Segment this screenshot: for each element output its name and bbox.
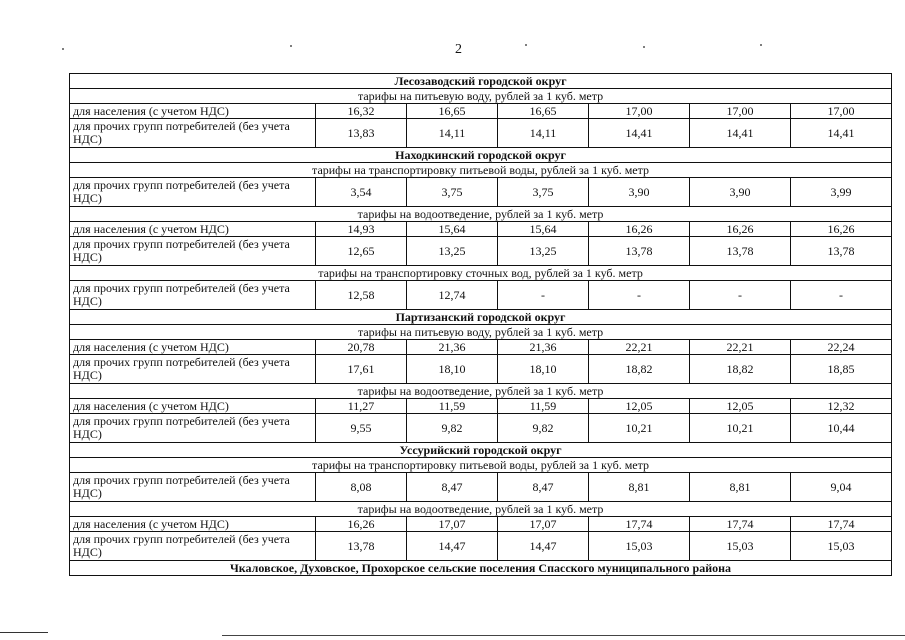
district-name: Лесозаводский городской округ [70, 74, 892, 89]
consumer-group-label: для населения (с учетом НДС) [70, 399, 316, 414]
table-row [70, 237, 892, 266]
tariff-value-cell: 15,03 [589, 532, 690, 561]
tariff-value-cell: 17,74 [791, 517, 892, 532]
tariff-value-cell: 11,27 [316, 399, 407, 414]
table-row [70, 414, 892, 443]
tariff-value-cell: 11,59 [498, 399, 589, 414]
tariff-value-cell: 17,07 [407, 517, 498, 532]
table-row [70, 178, 892, 207]
tariff-value-cell: 9,82 [407, 414, 498, 443]
tariff-type: тарифы на транспортировку питьевой воды, рублей за 1 куб. метр [70, 458, 892, 473]
tariff-value-cell: 14,93 [316, 222, 407, 237]
page-number: 2 [455, 42, 462, 57]
tariff-value-cell: 3,90 [589, 178, 690, 207]
tariff-value-cell: 16,26 [791, 222, 892, 237]
consumer-group-label: для прочих групп потребителей (без учета НДС) [70, 119, 316, 148]
tariff-type: тарифы на водоотведение, рублей за 1 куб. метр [70, 207, 892, 222]
table-row [70, 399, 892, 414]
tariff-value-cell: 14,41 [690, 119, 791, 148]
tariff-value-cell: 21,36 [498, 340, 589, 355]
tariff-value-cell: 12,05 [690, 399, 791, 414]
tariff-value-cell: 20,78 [316, 340, 407, 355]
table-row [70, 532, 892, 561]
tariff-value-cell: 13,78 [589, 237, 690, 266]
district-header-row [70, 310, 892, 325]
tariff-value-cell: 14,11 [498, 119, 589, 148]
tariff-value-cell: 16,65 [407, 104, 498, 119]
tariff-table-body [70, 74, 892, 576]
tariff-value-cell: - [498, 281, 589, 310]
tariff-value-cell: 9,55 [316, 414, 407, 443]
scan-edge-left [0, 632, 48, 633]
tariff-value-cell: 17,74 [690, 517, 791, 532]
tariff-value-cell: 12,58 [316, 281, 407, 310]
tariff-value-cell: 12,65 [316, 237, 407, 266]
tariff-value-cell: 17,61 [316, 355, 407, 384]
scan-speck [290, 45, 292, 47]
tariff-value-cell: 17,07 [498, 517, 589, 532]
tariff-value-cell: 17,00 [589, 104, 690, 119]
tariff-type: тарифы на питьевую воду, рублей за 1 куб. метр [70, 325, 892, 340]
tariff-value-cell: 16,26 [589, 222, 690, 237]
tariff-header-row [70, 89, 892, 104]
tariff-value-cell: 13,78 [316, 532, 407, 561]
table-row [70, 355, 892, 384]
tariff-value-cell: 18,82 [589, 355, 690, 384]
tariff-value-cell: 9,82 [498, 414, 589, 443]
tariff-header-row [70, 207, 892, 222]
table-row [70, 473, 892, 502]
tariff-value-cell: 16,26 [690, 222, 791, 237]
tariff-type: тарифы на транспортировку питьевой воды, рублей за 1 куб. метр [70, 163, 892, 178]
table-row [70, 517, 892, 532]
district-name: Чкаловское, Духовское, Прохорское сельские поселения Спасского муниципального района [70, 561, 892, 576]
table-row [70, 119, 892, 148]
tariff-value-cell: 12,32 [791, 399, 892, 414]
consumer-group-label: для прочих групп потребителей (без учета НДС) [70, 178, 316, 207]
district-name: Партизанский городской округ [70, 310, 892, 325]
table-row [70, 104, 892, 119]
table-row [70, 340, 892, 355]
tariff-header-row [70, 325, 892, 340]
district-name: Уссурийский городской округ [70, 443, 892, 458]
tariff-value-cell: 16,65 [498, 104, 589, 119]
tariff-value-cell: 15,64 [498, 222, 589, 237]
tariff-value-cell: 15,64 [407, 222, 498, 237]
tariff-value-cell: 11,59 [407, 399, 498, 414]
tariff-value-cell: 17,00 [690, 104, 791, 119]
tariff-value-cell: 14,41 [791, 119, 892, 148]
tariff-header-row [70, 384, 892, 399]
scan-speck [525, 44, 527, 46]
tariff-value-cell: 16,32 [316, 104, 407, 119]
tariff-value-cell: 8,81 [690, 473, 791, 502]
consumer-group-label: для населения (с учетом НДС) [70, 340, 316, 355]
tariff-value-cell: 18,10 [407, 355, 498, 384]
tariff-value-cell: 21,36 [407, 340, 498, 355]
scan-speck [760, 44, 762, 46]
scan-speck [643, 46, 645, 48]
tariff-value-cell: 13,78 [791, 237, 892, 266]
tariff-type: тарифы на водоотведение, рублей за 1 куб. метр [70, 384, 892, 399]
district-name: Находкинский городской округ [70, 148, 892, 163]
consumer-group-label: для прочих групп потребителей (без учета НДС) [70, 414, 316, 443]
tariff-value-cell: 3,90 [690, 178, 791, 207]
tariff-value-cell: - [791, 281, 892, 310]
consumer-group-label: для прочих групп потребителей (без учета НДС) [70, 281, 316, 310]
tariff-value-cell: 8,08 [316, 473, 407, 502]
consumer-group-label: для прочих групп потребителей (без учета НДС) [70, 532, 316, 561]
tariff-value-cell: 13,25 [498, 237, 589, 266]
tariff-value-cell: 10,21 [690, 414, 791, 443]
tariff-value-cell: 18,82 [690, 355, 791, 384]
tariff-value-cell: 14,41 [589, 119, 690, 148]
tariff-value-cell: 8,47 [498, 473, 589, 502]
tariff-value-cell: - [690, 281, 791, 310]
consumer-group-label: для прочих групп потребителей (без учета НДС) [70, 473, 316, 502]
tariff-value-cell: - [589, 281, 690, 310]
tariff-type: тарифы на питьевую воду, рублей за 1 куб. метр [70, 89, 892, 104]
district-header-row [70, 443, 892, 458]
tariff-value-cell: 15,03 [690, 532, 791, 561]
consumer-group-label: для прочих групп потребителей (без учета НДС) [70, 355, 316, 384]
tariff-value-cell: 13,25 [407, 237, 498, 266]
consumer-group-label: для населения (с учетом НДС) [70, 104, 316, 119]
tariff-value-cell: 3,54 [316, 178, 407, 207]
table-row [70, 281, 892, 310]
tariff-value-cell: 3,99 [791, 178, 892, 207]
tariff-value-cell: 9,04 [791, 473, 892, 502]
tariff-value-cell: 22,21 [589, 340, 690, 355]
tariff-value-cell: 14,47 [407, 532, 498, 561]
tariff-value-cell: 18,85 [791, 355, 892, 384]
tariff-value-cell: 13,83 [316, 119, 407, 148]
tariff-type: тарифы на транспортировку сточных вод, рублей за 1 куб. метр [70, 266, 892, 281]
tariff-value-cell: 17,74 [589, 517, 690, 532]
tariff-value-cell: 15,03 [791, 532, 892, 561]
scan-speck [62, 48, 64, 50]
tariff-value-cell: 13,78 [690, 237, 791, 266]
tariff-value-cell: 17,00 [791, 104, 892, 119]
tariff-type: тарифы на водоотведение, рублей за 1 куб. метр [70, 502, 892, 517]
tariff-header-row [70, 502, 892, 517]
consumer-group-label: для населения (с учетом НДС) [70, 517, 316, 532]
tariff-header-row [70, 458, 892, 473]
tariff-value-cell: 10,21 [589, 414, 690, 443]
tariff-value-cell: 12,74 [407, 281, 498, 310]
tariff-value-cell: 14,11 [407, 119, 498, 148]
tariff-value-cell: 8,81 [589, 473, 690, 502]
tariff-value-cell: 16,26 [316, 517, 407, 532]
consumer-group-label: для населения (с учетом НДС) [70, 222, 316, 237]
tariff-header-row [70, 266, 892, 281]
district-header-row [70, 148, 892, 163]
scan-edge-right [222, 635, 905, 636]
tariff-table [69, 73, 892, 576]
tariff-value-cell: 22,21 [690, 340, 791, 355]
tariff-value-cell: 12,05 [589, 399, 690, 414]
tariff-value-cell: 3,75 [407, 178, 498, 207]
tariff-value-cell: 8,47 [407, 473, 498, 502]
tariff-value-cell: 10,44 [791, 414, 892, 443]
district-header-row [70, 74, 892, 89]
tariff-value-cell: 22,24 [791, 340, 892, 355]
consumer-group-label: для прочих групп потребителей (без учета НДС) [70, 237, 316, 266]
district-header-row [70, 561, 892, 576]
table-row [70, 222, 892, 237]
tariff-value-cell: 18,10 [498, 355, 589, 384]
tariff-value-cell: 3,75 [498, 178, 589, 207]
tariff-header-row [70, 163, 892, 178]
tariff-value-cell: 14,47 [498, 532, 589, 561]
